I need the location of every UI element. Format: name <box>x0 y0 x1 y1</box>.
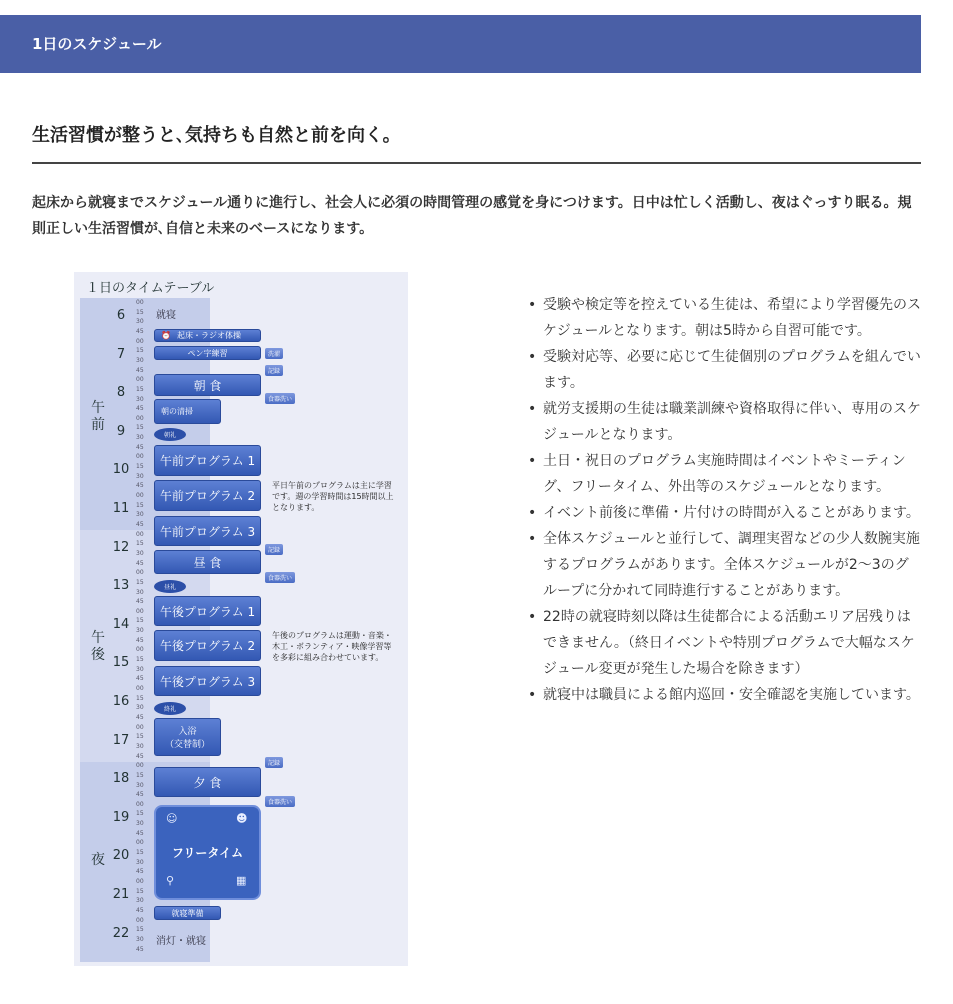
minute-ticks: 00 15 30 45 <box>136 299 144 335</box>
block-wakeup: ⏰ 起床・ラジオ体操 <box>154 329 261 342</box>
minute-ticks: 00 15 30 45 <box>136 337 144 374</box>
tag-diary-evening: 記録 <box>265 757 283 768</box>
minute-ticks: 00 15 30 45 <box>136 839 144 876</box>
oval-noon-assembly: 昼礼 <box>154 580 186 593</box>
hour-label: 20 <box>112 848 130 864</box>
minute-ticks: 00 15 30 45 <box>136 453 144 490</box>
minute-ticks: 00 15 30 45 <box>136 878 144 914</box>
block-sleep-morning: 就寝 <box>156 310 176 321</box>
face-icon: ☻ <box>236 812 248 825</box>
hour-label: 21 <box>112 887 130 902</box>
list-item: • イベント前後に準備・片付けの時間が入ることがあります。 <box>527 500 921 526</box>
hour-label: 22 <box>112 925 130 941</box>
list-item: • 土日・祝日のプログラム実施時間はイベントやミーティング、フリータイム、外出等のスケジュールとなります。 <box>527 448 921 500</box>
block-dinner: 夕 食 <box>154 767 261 797</box>
block-breakfast: 朝 食 <box>154 374 261 396</box>
alarm-clock-icon: ⏰ <box>161 331 171 340</box>
list-item: • 受験や検定等を控えている生徒は、希望により学習優先のスケジュールとなります。朝は5時から自習可能です。 <box>527 292 921 344</box>
minute-ticks: 00 15 30 45 <box>136 916 144 953</box>
hour-label: 7 <box>116 346 126 362</box>
heading-divider <box>32 162 921 164</box>
block-am-program-2: 午前プログラム 2 <box>154 480 261 511</box>
schedule-notes-list <box>527 292 921 708</box>
book-icon: ▦ <box>236 874 247 887</box>
list-item: • 就寝中は職員による館内巡回・安全確認を実施しています。 <box>527 682 921 708</box>
tag-laundry: 洗濯 <box>265 348 283 359</box>
minute-ticks: 00 15 30 45 <box>136 607 144 644</box>
note-afternoon: 午後のプログラムは運動・音楽・木工・ボランティア・映像学習等を多彩に組み合わせています。 <box>272 631 392 662</box>
hour-label: 11 <box>112 501 130 516</box>
minute-ticks: 00 15 30 45 <box>136 414 144 451</box>
period-night: 夜 <box>91 852 105 868</box>
hour-label: 16 <box>112 694 130 709</box>
period-afternoon: 午後 <box>91 630 105 663</box>
hour-label: 19 <box>112 809 130 825</box>
hour-label: 17 <box>112 732 130 748</box>
period-morning: 午前 <box>91 400 105 433</box>
block-pm-program-2: 午後プログラム 2 <box>154 630 261 661</box>
minute-ticks: 00 15 30 45 <box>136 800 144 837</box>
block-lights-out: 消灯・就寝 <box>156 936 206 947</box>
block-morning-cleaning: 朝の清掃 <box>154 399 221 424</box>
tag-dish-washing-noon: 食器洗い <box>265 572 295 583</box>
list-item: • 受験対応等、必要に応じて生徒個別のプログラムを組んでいます。 <box>527 344 921 396</box>
note-morning: 平日午前のプログラムは主に学習です。週の学習時間は15時間以上となります。 <box>272 481 394 512</box>
list-item: • 22時の就寝時刻以降は生徒都合による活動エリア居残りはできません。（終日イベントや特別プログラムで大幅なスケジュール変更が発生した場合を除きます） <box>527 604 921 682</box>
hour-label: 14 <box>112 616 130 632</box>
list-item: • 全体スケジュールと並行して、調理実習などの少人数腕実施するプログラムがあります。全体スケジュールが2〜3のグループに分かれて同時進行することがあります。 <box>527 526 921 604</box>
people-icon: ☺ <box>166 812 178 825</box>
minute-ticks: 00 15 30 45 <box>136 723 144 760</box>
minute-ticks: 00 15 30 45 <box>136 685 144 721</box>
oval-morning-assembly: 朝礼 <box>154 428 186 441</box>
hour-label: 12 <box>112 539 130 555</box>
list-item: • 就労支援期の生徒は職業訓練や資格取得に伴い、専用のスケジュールとなります。 <box>527 396 921 448</box>
minute-ticks: 00 15 30 45 <box>136 569 144 606</box>
tag-diary-noon: 記録 <box>265 544 283 555</box>
hour-label: 10 <box>112 462 130 478</box>
hour-label: 13 <box>112 578 130 594</box>
block-lunch: 昼 食 <box>154 550 261 574</box>
hour-label: 9 <box>116 423 126 439</box>
oval-closing-assembly: 終礼 <box>154 702 186 715</box>
intro-text: 起床から就寝までスケジュール通りに進行し、社会人に必須の時間管理の感覚を身につけます。日中は忙しく活動し、夜はぐっすり眠る。規則正しい生活習慣が､自信と未来のベースになります。 <box>32 195 912 237</box>
hour-label: 15 <box>112 655 130 671</box>
minute-ticks: 00 15 30 45 <box>136 762 144 799</box>
tag-dish-washing-morning: 食器洗い <box>265 393 295 404</box>
minute-ticks: 00 15 30 45 <box>136 530 144 567</box>
block-bed-prep: 就寝準備 <box>154 906 221 920</box>
block-am-program-1: 午前プログラム 1 <box>154 445 261 476</box>
minute-ticks: 00 15 30 45 <box>136 492 144 528</box>
timetable-title: １日のタイムテーブル <box>86 281 215 296</box>
block-pm-program-1: 午後プログラム 1 <box>154 596 261 626</box>
minute-ticks: 00 15 30 45 <box>136 646 144 683</box>
hour-label: 6 <box>116 308 126 323</box>
section-title: 1日のスケジュール <box>32 35 162 53</box>
timetable-image <box>74 272 408 966</box>
block-penmanship: ペン字練習 <box>154 346 261 360</box>
block-bath: 入浴 （交替制） <box>154 718 221 756</box>
block-am-program-3: 午前プログラム 3 <box>154 516 261 546</box>
minute-ticks: 00 15 30 45 <box>136 376 144 413</box>
block-pm-program-3: 午後プログラム 3 <box>154 666 261 696</box>
tag-dish-washing-evening: 食器洗い <box>265 796 295 807</box>
hour-label: 18 <box>112 771 130 787</box>
block-free-time: フリータイム <box>154 805 261 900</box>
bicycle-icon: ⚲ <box>166 874 175 887</box>
hour-label: 8 <box>116 385 126 401</box>
page-heading: 生活習慣が整うと､気持ちも自然と前を向く。 <box>32 125 401 146</box>
tag-diary-morning: 記録 <box>265 365 283 376</box>
section-header-bar <box>0 15 921 73</box>
